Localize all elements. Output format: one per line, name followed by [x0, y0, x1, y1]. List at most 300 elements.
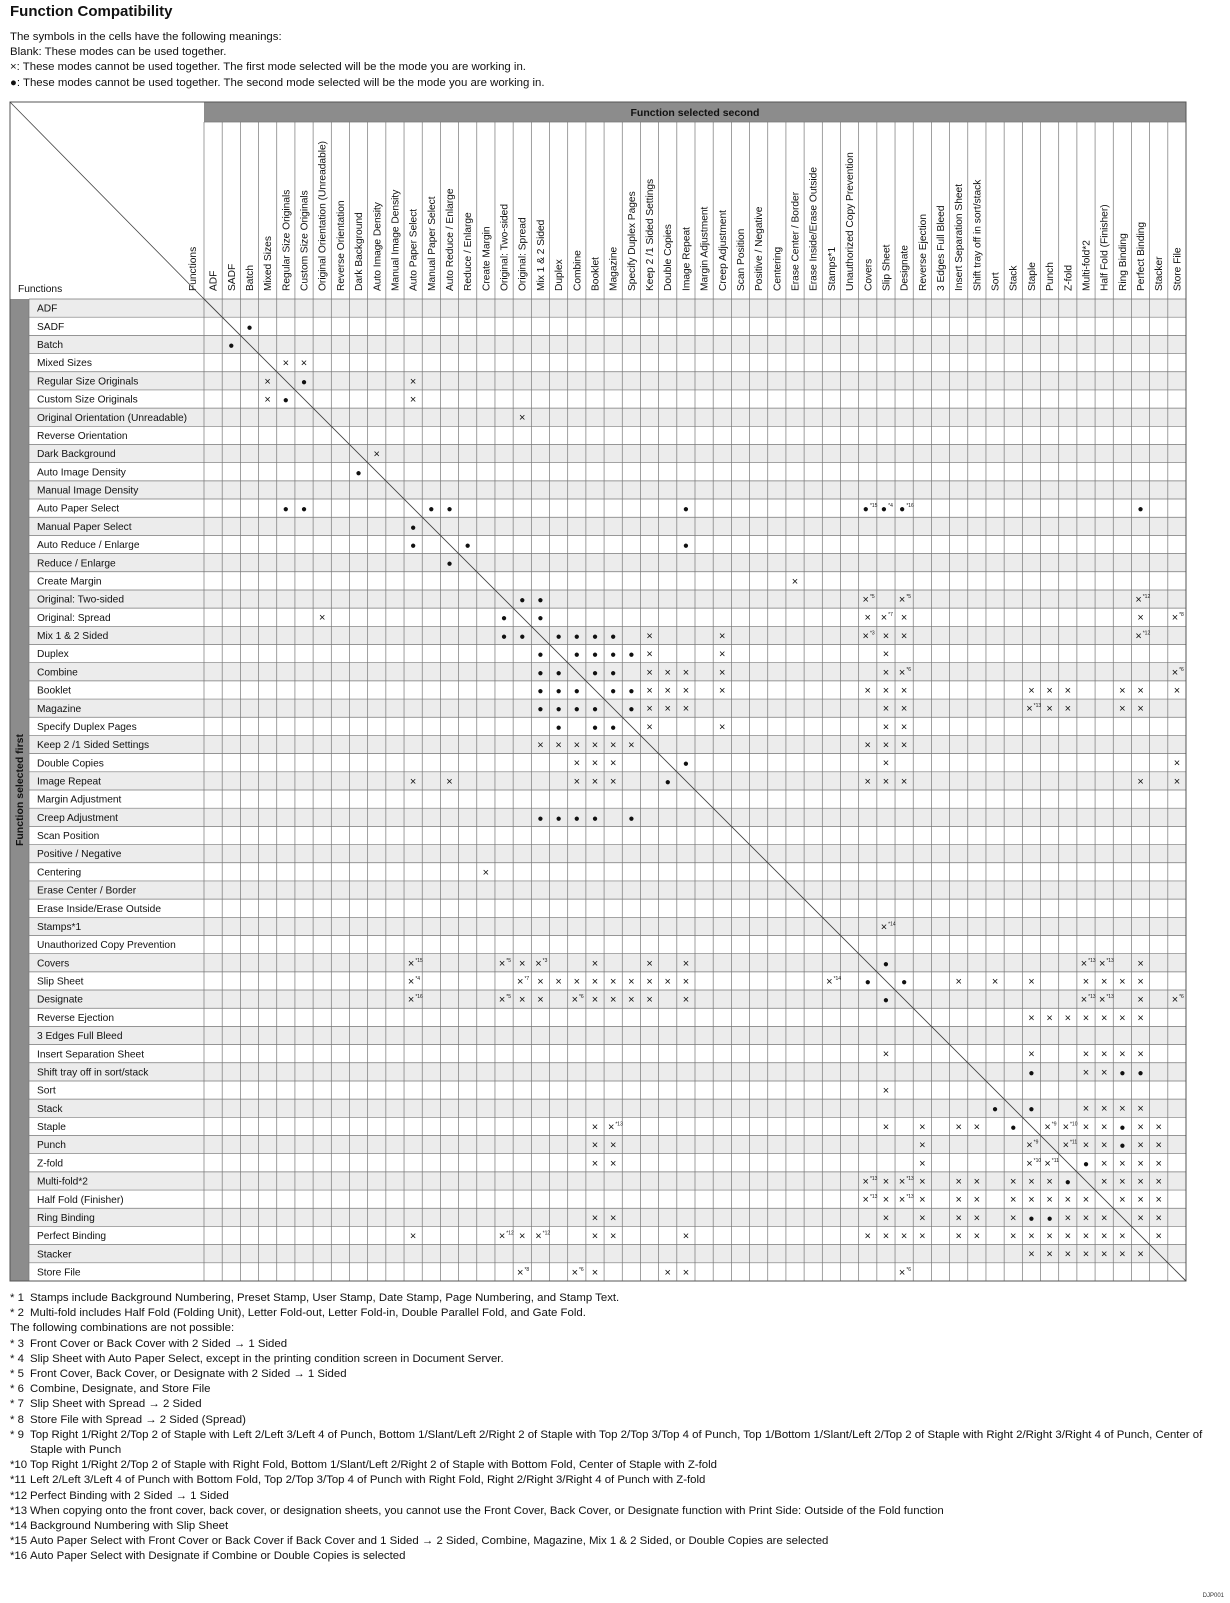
column-header: Perfect Binding — [1136, 221, 1148, 291]
cross-mark: × — [1028, 1012, 1035, 1025]
cross-mark: × — [1171, 612, 1179, 625]
cell-footnote-ref: *16 — [415, 994, 423, 1001]
footnote — [10, 1458, 1220, 1473]
cross-mark: × — [862, 630, 869, 643]
row-stripe — [29, 808, 1186, 826]
row-stripe — [29, 626, 1186, 644]
cross-mark: × — [1137, 1139, 1144, 1152]
row-stripe — [29, 845, 1186, 863]
row-label: Margin Adjustment — [37, 794, 122, 806]
footnote-mark: *16 — [10, 1550, 28, 1563]
column-header: Multi-fold*2 — [1081, 240, 1093, 291]
row-label: Positive / Negative — [37, 849, 122, 861]
cross-mark: × — [646, 975, 653, 988]
footnote-text: When copying onto the front cover, back cover, or designation sheets, you cannot use the Front Cover, Back Cover, or Designate function with Print Side: Outside of the Fold function — [30, 1504, 944, 1517]
row-label: Multi-fold*2 — [37, 1176, 88, 1188]
dot-mark: ● — [591, 704, 599, 716]
cross-mark: × — [1046, 1230, 1053, 1243]
cross-mark: × — [609, 975, 617, 988]
cell-footnote-ref: *11 — [1069, 1139, 1078, 1146]
cross-mark: × — [1098, 994, 1106, 1007]
cross-mark: × — [1137, 1194, 1144, 1207]
cross-mark: × — [882, 1121, 890, 1134]
cell-footnote-ref: *12 — [542, 1230, 551, 1237]
cross-mark: × — [609, 1139, 617, 1152]
cross-mark: × — [1119, 1048, 1126, 1061]
cross-mark: × — [1119, 1248, 1126, 1261]
cross-mark: × — [1064, 1012, 1072, 1025]
cross-mark: × — [1082, 1248, 1090, 1261]
cross-mark: × — [1028, 1248, 1035, 1261]
cross-mark: × — [535, 957, 542, 970]
row-stripe — [29, 554, 1186, 572]
cross-mark: × — [1082, 1048, 1090, 1061]
cross-mark: × — [1064, 1230, 1072, 1243]
cell-footnote-ref: *5 — [506, 994, 511, 1001]
dot-mark: ● — [555, 667, 562, 679]
cross-mark: × — [682, 703, 690, 716]
column-header: Scan Position — [735, 228, 747, 291]
cross-mark: × — [919, 1157, 926, 1170]
cross-mark: × — [1100, 1248, 1108, 1261]
dot-mark: ● — [591, 722, 599, 734]
cross-mark: × — [1171, 994, 1179, 1007]
footnote-mark: *14 — [10, 1520, 28, 1533]
cross-mark: × — [900, 721, 908, 734]
cross-mark: × — [882, 739, 890, 752]
dot-mark: ● — [300, 504, 308, 516]
cross-mark: × — [719, 684, 726, 697]
dot-mark: ● — [628, 685, 635, 697]
column-header: Sort — [990, 272, 1002, 291]
footnote — [10, 1306, 1220, 1321]
column-header: Margin Adjustment — [699, 206, 711, 291]
dot-mark: ● — [628, 649, 635, 661]
cross-mark: × — [898, 666, 906, 679]
footnote-mark: *10 — [10, 1459, 28, 1472]
column-header: Erase Inside/Erase Outside — [808, 166, 820, 291]
dot-mark: ● — [537, 649, 544, 661]
dot-mark: ● — [682, 504, 689, 516]
footnote-text: Front Cover, Back Cover, or Designate with 2 Sided → 1 Sided — [30, 1368, 347, 1381]
cross-mark: × — [882, 666, 890, 679]
column-header: 3 Edges Full Bleed — [936, 205, 947, 291]
cross-mark: × — [573, 739, 581, 752]
cross-mark: × — [1135, 630, 1142, 643]
cell-footnote-ref: *13 — [869, 1194, 878, 1201]
corner-diagonal — [10, 102, 204, 299]
column-header: Mix 1 & 2 Sided — [535, 219, 547, 291]
cross-mark: × — [1119, 684, 1126, 697]
column-header: Custom Size Originals — [299, 190, 311, 291]
footnote — [10, 1473, 1220, 1488]
legend-dot: ●: These modes cannot be used together. The second mode selected will be the mode you are working in. — [10, 76, 545, 89]
row-label: Manual Image Density — [37, 485, 139, 497]
column-header: Original Orientation (Unreadable) — [317, 140, 329, 291]
column-header: Stacker — [1154, 256, 1166, 291]
cross-mark: × — [537, 975, 544, 988]
cell-footnote-ref: *3 — [542, 957, 548, 964]
dot-mark: ● — [282, 395, 289, 407]
cross-mark: × — [898, 1175, 906, 1188]
footnote-text: Auto Paper Select with Front Cover or Back Cover if Back Cover and 1 Sided → 2 Sided, Combine, Magazine, Mix 1 & 2 Sided, or Double Copies are selected — [30, 1535, 829, 1548]
cross-mark: × — [1028, 975, 1035, 988]
row-label: ADF — [37, 303, 58, 315]
cross-mark: × — [1064, 1212, 1072, 1225]
row-stripe — [29, 735, 1186, 753]
row-label: Custom Size Originals — [37, 394, 138, 406]
footnote-text: Perfect Binding with 2 Sided → 1 Sided — [30, 1489, 229, 1502]
cross-mark: × — [591, 994, 599, 1007]
row-label: Slip Sheet — [37, 976, 84, 988]
cross-mark: × — [1100, 1157, 1108, 1170]
cross-mark: × — [1137, 975, 1144, 988]
cross-mark: × — [646, 994, 653, 1007]
cross-mark: × — [991, 975, 999, 988]
column-header: Erase Center / Border — [790, 191, 802, 291]
cell-footnote-ref: *6 — [578, 994, 584, 1001]
dot-mark: ● — [1028, 1213, 1035, 1225]
cross-mark: × — [1046, 703, 1053, 716]
dot-mark: ● — [610, 649, 617, 661]
cross-mark: × — [900, 739, 908, 752]
row-label: Stack — [37, 1103, 63, 1115]
page-title: Function Compatibility — [10, 3, 173, 20]
cross-mark: × — [591, 1121, 599, 1134]
cross-mark: × — [882, 757, 890, 770]
footnotes — [10, 1291, 1220, 1565]
cross-mark: × — [682, 994, 690, 1007]
footnote-text: Slip Sheet with Auto Paper Select, except in the printing condition screen in Document Server. — [30, 1352, 504, 1365]
cell-footnote-ref: *10 — [1069, 1121, 1078, 1128]
column-header: Magazine — [608, 246, 620, 291]
footnote — [10, 1337, 1220, 1352]
cross-mark: × — [900, 684, 908, 697]
cross-mark: × — [535, 1230, 542, 1243]
cross-mark: × — [719, 630, 726, 643]
column-header: Unauthorized Copy Prevention — [845, 152, 857, 291]
column-header: Auto Image Density — [372, 202, 384, 291]
dot-mark: ● — [446, 558, 453, 570]
cross-mark: × — [571, 1266, 579, 1279]
column-header: Double Copies — [663, 224, 675, 291]
cross-mark: × — [1044, 1121, 1051, 1134]
row-label: Batch — [37, 340, 64, 352]
dot-mark: ● — [355, 467, 362, 479]
dot-mark: ● — [862, 504, 869, 516]
dot-mark: ● — [501, 613, 508, 625]
cross-mark: × — [409, 394, 417, 407]
column-header: Manual Image Density — [390, 189, 402, 291]
cross-mark: × — [1082, 1066, 1090, 1079]
row-label: Ring Binding — [37, 1212, 95, 1224]
dot-mark: ● — [537, 704, 544, 716]
cross-mark: × — [1062, 1139, 1070, 1152]
cross-mark: × — [1100, 1230, 1108, 1243]
column-header: Staple — [1026, 262, 1038, 291]
footnote-text: Store File with Spread → 2 Sided (Spread) — [30, 1413, 246, 1426]
cross-mark: × — [1082, 975, 1090, 988]
cross-mark: × — [1137, 1012, 1144, 1025]
cross-mark: × — [628, 739, 635, 752]
cross-mark: × — [1119, 975, 1126, 988]
row-label: Centering — [37, 867, 82, 879]
row-label: Create Margin — [37, 576, 102, 588]
cross-mark: × — [609, 1212, 617, 1225]
cross-mark: × — [882, 648, 890, 661]
column-header: Creep Adjustment — [717, 210, 729, 291]
cross-mark: × — [1098, 957, 1106, 970]
cross-mark: × — [373, 448, 380, 461]
cross-mark: × — [900, 703, 908, 716]
row-label: SADF — [37, 321, 65, 333]
dot-mark: ● — [555, 722, 562, 734]
cross-mark: × — [1064, 1194, 1072, 1207]
row-label: Regular Size Originals — [37, 376, 139, 388]
dot-mark: ● — [882, 958, 889, 970]
cross-mark: × — [955, 1212, 962, 1225]
row-label: Stacker — [37, 1249, 72, 1261]
row-stripe — [29, 917, 1186, 935]
dot-mark: ● — [428, 504, 435, 516]
cross-mark: × — [973, 1175, 981, 1188]
footnote — [10, 1291, 1220, 1306]
cross-mark: × — [573, 775, 581, 788]
header-second-label: Function selected second — [630, 107, 760, 119]
cross-mark: × — [955, 1194, 962, 1207]
cross-mark: × — [1082, 1139, 1090, 1152]
cross-mark: × — [898, 1194, 906, 1207]
cross-mark: × — [919, 1212, 926, 1225]
row-stripe — [29, 590, 1186, 608]
cross-mark: × — [1155, 1175, 1162, 1188]
cross-mark: × — [955, 975, 962, 988]
footnote-mark: * 4 — [10, 1352, 24, 1365]
footnote-mark: * 2 — [10, 1307, 24, 1320]
column-header: Auto Reduce / Enlarge — [445, 188, 456, 291]
cross-mark: × — [591, 775, 599, 788]
cross-mark: × — [919, 1194, 926, 1207]
dot-mark: ● — [573, 649, 580, 661]
cross-mark: × — [264, 394, 271, 407]
dot-mark: ● — [410, 540, 417, 552]
cross-mark: × — [591, 1230, 599, 1243]
cross-mark: × — [1119, 1175, 1126, 1188]
cross-mark: × — [517, 975, 524, 988]
row-label: Covers — [37, 958, 70, 970]
cell-footnote-ref: *4 — [415, 975, 421, 982]
dot-mark: ● — [610, 685, 617, 697]
cell-footnote-ref: *13 — [906, 1175, 914, 1182]
row-label: Combine — [37, 667, 78, 679]
row-label: Auto Image Density — [37, 467, 126, 479]
column-header: Dark Background — [354, 212, 366, 291]
row-stripe — [29, 517, 1186, 535]
footnote-text: Left 2/Left 3/Left 4 of Punch with Bottom Fold, Top 2/Top 3/Top 4 of Punch with Right Fold, Right 2/Right 3/Right 4 of Punch with Z-fold — [30, 1474, 706, 1487]
cross-mark: × — [1100, 1048, 1108, 1061]
cross-mark: × — [318, 612, 326, 625]
column-header: SADF — [226, 263, 238, 291]
cross-mark: × — [1100, 1212, 1108, 1225]
cell-footnote-ref: *14 — [833, 975, 842, 982]
legend-intro: The symbols in the cells have the following meanings: — [10, 31, 282, 43]
cross-mark: × — [646, 957, 653, 970]
dot-mark: ● — [882, 995, 889, 1007]
dot-mark: ● — [1137, 504, 1144, 516]
column-header: Ring Binding — [1117, 233, 1129, 291]
dot-mark: ● — [1010, 1122, 1017, 1134]
row-label: Reverse Orientation — [37, 430, 128, 442]
dot-mark: ● — [628, 813, 635, 825]
cross-mark: × — [682, 666, 690, 679]
footnote — [10, 1428, 1220, 1458]
cross-mark: × — [682, 684, 690, 697]
row-label: Mix 1 & 2 Sided — [37, 631, 109, 643]
dot-mark: ● — [410, 522, 417, 534]
cross-mark: × — [591, 1157, 599, 1170]
column-header: Store File — [1172, 247, 1184, 291]
cell-footnote-ref: *13 — [1088, 994, 1096, 1001]
cross-mark: × — [1028, 684, 1035, 697]
cross-mark: × — [682, 957, 690, 970]
column-header: Reverse Ejection — [917, 213, 929, 291]
cross-mark: × — [498, 1230, 506, 1243]
cross-mark: × — [591, 757, 599, 770]
row-label: Booklet — [37, 685, 71, 697]
row-stripe — [29, 954, 1186, 972]
cross-mark: × — [1119, 703, 1126, 716]
dot-mark: ● — [573, 813, 580, 825]
cross-mark: × — [1155, 1194, 1162, 1207]
cross-mark: × — [646, 721, 653, 734]
column-header: Reverse Orientation — [335, 200, 347, 291]
column-header: Mixed Sizes — [263, 236, 275, 291]
cross-mark: × — [646, 630, 653, 643]
cross-mark: × — [864, 1230, 871, 1243]
row-label: Reduce / Enlarge — [37, 558, 116, 570]
footnote-text: Multi-fold includes Half Fold (Folding Unit), Letter Fold-out, Letter Fold-in, Double Parallel Fold, and Gate Fold. — [30, 1307, 586, 1320]
row-label: Designate — [37, 994, 83, 1006]
cross-mark: × — [955, 1121, 962, 1134]
cross-mark: × — [682, 975, 690, 988]
row-label: Sort — [37, 1085, 56, 1097]
column-header: Reduce / Enlarge — [463, 212, 475, 291]
dot-mark: ● — [591, 649, 599, 661]
row-label: 3 Edges Full Bleed — [37, 1031, 123, 1043]
footnote-text: Front Cover or Back Cover with 2 Sided → 1 Sided — [30, 1337, 288, 1350]
cell-footnote-ref: *6 — [578, 1266, 584, 1273]
column-header: Specify Duplex Pages — [626, 191, 638, 291]
row-stripe — [29, 990, 1186, 1008]
cross-mark: × — [1137, 1157, 1144, 1170]
cross-mark: × — [880, 921, 888, 934]
footnote-mark: * 1 — [10, 1292, 24, 1304]
cross-mark: × — [1137, 1048, 1144, 1061]
footnote-text: Top Right 1/Right 2/Top 2 of Staple with Left 2/Left 3/Left 4 of Punch, Bottom 1/Slant/Left 2/Right 2 of Staple with Top 2/Top 3/Top 4 of Punch, Top 1/Bottom 1/Slant/Left 2/Top 2 of Staple with Right 2/Right 3/Right 4 of Punch, Center of Staple with Punch — [30, 1428, 1203, 1457]
row-label: Manual Paper Select — [37, 521, 132, 533]
dot-mark: ● — [610, 631, 617, 643]
dot-mark: ● — [573, 704, 580, 716]
cell-footnote-ref: *13 — [1033, 703, 1042, 710]
corner-label: Functions — [18, 284, 63, 295]
cross-mark: × — [555, 975, 562, 988]
dot-mark: ● — [1046, 1213, 1053, 1225]
cross-mark: × — [517, 1266, 524, 1279]
cross-mark: × — [682, 1230, 690, 1243]
cross-mark: × — [1155, 1121, 1162, 1134]
row-label: Specify Duplex Pages — [37, 721, 137, 733]
cross-mark: × — [646, 703, 653, 716]
cross-mark: × — [407, 975, 415, 988]
cross-mark: × — [973, 1212, 981, 1225]
cross-mark: × — [1155, 1157, 1162, 1170]
cross-mark: × — [882, 775, 890, 788]
cross-mark: × — [664, 666, 671, 679]
cross-mark: × — [591, 739, 599, 752]
row-stripe — [29, 444, 1186, 462]
cross-mark: × — [882, 721, 890, 734]
dot-mark: ● — [591, 631, 599, 643]
column-header: Combine — [572, 250, 584, 291]
cell-footnote-ref: *8 — [524, 1266, 530, 1273]
cross-mark: × — [973, 1230, 981, 1243]
footnote — [10, 1534, 1220, 1549]
cross-mark: × — [880, 612, 888, 625]
cross-mark: × — [1137, 957, 1144, 970]
dot-mark: ● — [555, 704, 562, 716]
row-label: Stamps*1 — [37, 921, 82, 933]
cross-mark: × — [1137, 612, 1144, 625]
column-header: Designate — [899, 245, 911, 291]
cell-footnote-ref: *13 — [615, 1121, 623, 1128]
cross-mark: × — [1064, 684, 1072, 697]
row-label: Creep Adjustment — [37, 812, 118, 824]
column-header: ADF — [208, 270, 220, 291]
cross-mark: × — [607, 1121, 615, 1134]
footnote-text: Combine, Designate, and Store File — [30, 1383, 211, 1396]
footnote-mark: * 9 — [10, 1428, 24, 1441]
cross-mark: × — [646, 684, 653, 697]
dot-mark: ● — [446, 504, 453, 516]
cross-mark: × — [609, 739, 617, 752]
cross-mark: × — [573, 975, 581, 988]
cross-mark: × — [1026, 1157, 1033, 1170]
row-stripe — [29, 1099, 1186, 1117]
dot-mark: ● — [282, 504, 289, 516]
dot-mark: ● — [519, 595, 526, 607]
dot-mark: ● — [1028, 1067, 1035, 1079]
cell-footnote-ref: *13 — [1106, 957, 1114, 964]
column-header: Manual Paper Select — [426, 196, 438, 291]
footnote — [10, 1382, 1220, 1397]
cross-mark: × — [1173, 757, 1181, 770]
cross-mark: × — [664, 1266, 671, 1279]
cross-mark: × — [919, 1230, 926, 1243]
column-header: Punch — [1045, 262, 1057, 291]
cross-mark: × — [1046, 1012, 1053, 1025]
cell-footnote-ref: *5 — [506, 957, 511, 964]
cross-mark: × — [1137, 1212, 1144, 1225]
cross-mark: × — [1155, 1230, 1162, 1243]
dot-mark: ● — [864, 976, 871, 988]
cell-footnote-ref: *13 — [1106, 994, 1114, 1001]
dot-mark: ● — [300, 376, 308, 388]
cross-mark: × — [1082, 1212, 1090, 1225]
footnote-text: Stamps include Background Numbering, Preset Stamp, User Stamp, Date Stamp, Page Numbering, and Stamp Text. — [30, 1292, 620, 1304]
cross-mark: × — [537, 994, 544, 1007]
dot-mark: ● — [880, 504, 887, 516]
cross-mark: × — [1082, 1121, 1090, 1134]
